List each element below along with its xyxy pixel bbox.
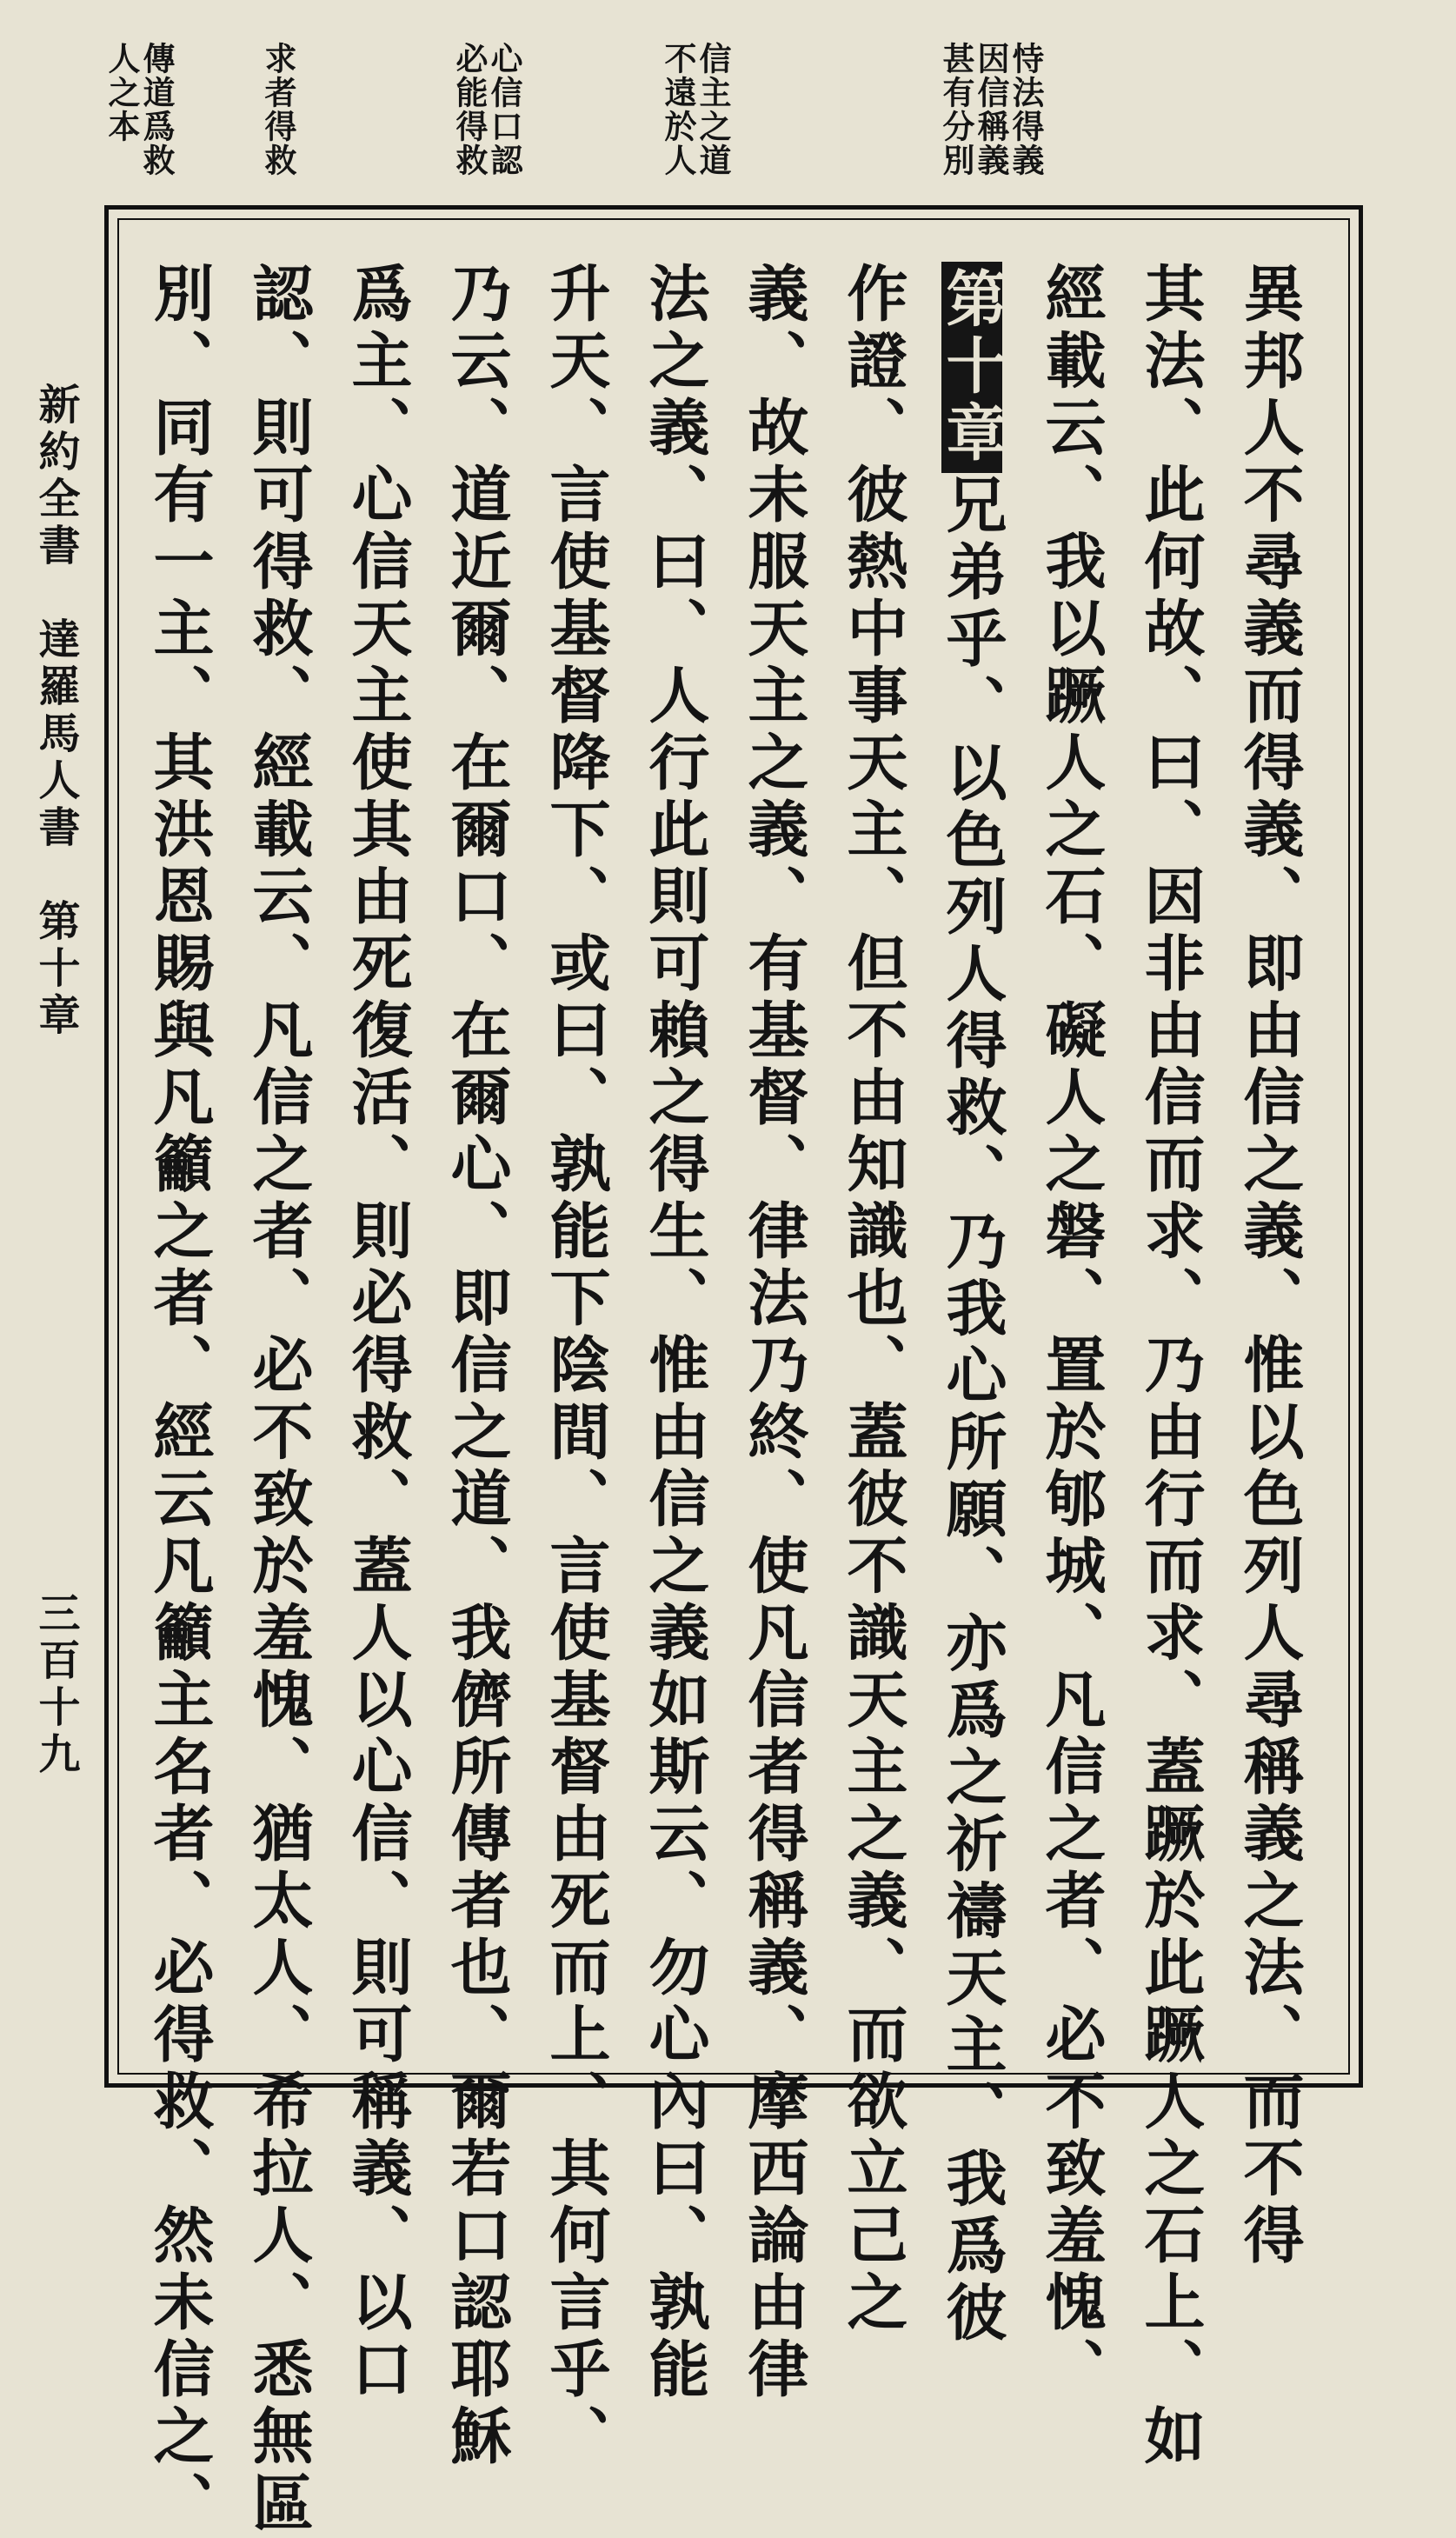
text-column-8: 升天、言使基督降下、或曰、孰能下陰間、言使基督由死而上、其何言乎、 bbox=[540, 262, 612, 2471]
text-column-1: 異邦人不尋義而得義、即由信之義、惟以色列人尋稱義之法、而不得 bbox=[1233, 262, 1306, 2270]
headnote-4: 求者得救 bbox=[259, 42, 297, 177]
headnote-2: 信主之道 不遠於人 bbox=[659, 42, 732, 177]
text-column-4-body: 兄弟乎、以色列人得救、乃我心所願、亦爲之祈禱天主、我爲彼 bbox=[936, 473, 1008, 2348]
text-column-7: 法之義、曰、人行此則可賴之得生、惟由信之義如斯云、勿心內曰、孰能 bbox=[639, 262, 711, 2404]
text-column-3: 經載云、我以蹶人之石、礙人之磐、置於郇城、凡信之者、必不致羞愧、 bbox=[1035, 262, 1107, 2404]
text-column-10: 爲主、心信天主使其由死復活、則必得救、蓋人以心信、則可稱義、以口 bbox=[342, 262, 414, 2404]
headnotes bbox=[87, 42, 1095, 198]
text-frame bbox=[104, 205, 1363, 2538]
text-column-12: 別、同有一主、其洪恩賜與凡籲之者、經云凡籲主名者、必得救、然未信之、 bbox=[143, 262, 216, 2538]
chapter-heading: 第十章 bbox=[941, 262, 1002, 473]
headnote-3: 心信口認 必能得救 bbox=[450, 42, 523, 177]
text-column-2: 其法、此何故、曰、因非由信而求、乃由行而求、蓋蹶於此蹶人之石上、如 bbox=[1134, 262, 1207, 2471]
text-column-5: 作證、彼熱中事天主、但不由知識也、蓋彼不識天主之義、而欲立己之 bbox=[837, 262, 909, 2337]
text-column-11: 認、則可得救、經載云、凡信之者、必不致於羞愧、猶太人、希拉人、悉無區 bbox=[243, 262, 315, 2538]
page-number: 三百十九 bbox=[31, 1591, 80, 1779]
headnote-1: 恃法得義 因信稱義 甚有分別 bbox=[937, 42, 1045, 177]
text-column-4 bbox=[936, 262, 1008, 2348]
running-title: 新約全書 達羅馬人書 第十章 bbox=[31, 383, 80, 1040]
text-column-9: 乃云、道近爾、在爾口、在爾心、即信之道、我儕所傳者也、爾若口認耶穌 bbox=[441, 262, 513, 2471]
text-column-6: 義、故未服天主之義、有基督、律法乃終、使凡信者得稱義、摩西論由律 bbox=[738, 262, 810, 2404]
headnote-5: 傳道爲救 人之本 bbox=[103, 42, 176, 177]
